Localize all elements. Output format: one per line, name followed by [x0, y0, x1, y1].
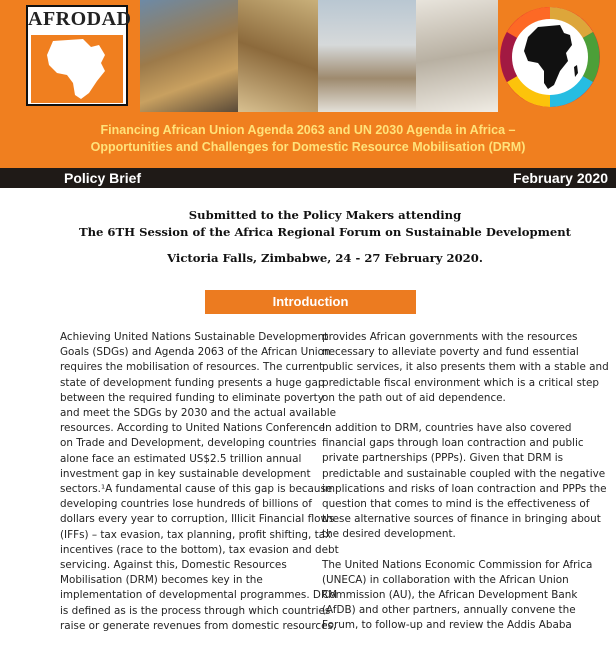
text-line: Commission (AU), the African Development Bank [322, 589, 578, 602]
text-line: on the path out of aid dependence. [322, 391, 506, 404]
header-banner [0, 0, 616, 168]
text-line: alone face an estimated US$2.5 trillion annual [60, 452, 302, 465]
doc-date: February 2020 [513, 170, 608, 186]
text-line: financial gaps through loan contraction and public [322, 437, 584, 450]
banner-title-line2: Opportunities and Challenges for Domestic Resource Mobilisation (DRM) [90, 140, 526, 154]
text-line: (UNECA) in collaboration with the African Union [322, 573, 569, 586]
text-line: public services, it also presents them with a stable and [322, 361, 609, 374]
right-column [322, 330, 609, 649]
text-line: servicing. Against this, Domestic Resources [60, 559, 287, 572]
sdg-wheel-icon [498, 5, 602, 109]
text-line: requires the mobilisation of resources. The current [60, 361, 324, 374]
photo-calculator [416, 0, 498, 112]
text-line: necessary to alleviate poverty and fund essential [322, 346, 579, 359]
banner-title-line1: Financing African Union Agenda 2063 and UN 2030 Agenda in Africa – [100, 123, 516, 137]
logo-text: AFRODAD [28, 8, 132, 30]
doc-type-label: Policy Brief [64, 170, 142, 186]
photo-coins [238, 0, 318, 112]
text-line: and meet the SDGs by 2030 and the actual available [60, 407, 337, 420]
banner-title [60, 122, 556, 156]
text-line: implications and risks of loan contraction and PPPs the [322, 482, 607, 495]
text-line: Forum, to follow-up and review the Addis Ababa [322, 619, 572, 632]
text-line: predictable fiscal environment which is a critical step [322, 376, 599, 389]
text-line: (AfDB) and other partners, annually convene the [322, 604, 576, 617]
text-line: In addition to DRM, countries have also covered [322, 422, 572, 435]
text-line: dollars every year to corruption, Illicit Financial flows [60, 513, 335, 526]
text-line: question that comes to mind is the effectiveness of [322, 498, 590, 511]
text-line: Goals (SDGs) and Agenda 2063 of the African Union [60, 346, 331, 359]
text-line: Mobilisation (DRM) becomes key in the [60, 574, 263, 587]
submitted-heading [40, 207, 610, 241]
text-line: (IFFs) – tax evasion, tax planning, profit shifting, tax [60, 528, 332, 541]
text-line: Achieving United Nations Sustainable Development [60, 331, 329, 343]
text-line: these alternative sources of finance in bringing about [322, 513, 601, 526]
left-column [60, 330, 339, 634]
paragraph [322, 558, 593, 634]
photo-stock-chart [318, 0, 416, 112]
text-line: implementation of developmental programmes. DRM [60, 589, 338, 602]
africa-map-icon [31, 35, 123, 103]
photo-globe [140, 0, 238, 112]
submitted-line1: Submitted to the Policy Makers attending [188, 208, 462, 222]
paragraph [322, 421, 607, 543]
text-line: investment gap in key sustainable development [60, 467, 311, 480]
event-location: Victoria Falls, Zimbabwe, 24 - 27 February 2020. [167, 251, 483, 265]
policy-brief-bar [0, 168, 616, 188]
text-line: state of development funding presents a huge gap [60, 376, 325, 389]
afrodad-logo [26, 5, 132, 106]
text-line: provides African governments with the resources [322, 331, 578, 343]
text-line: sectors.¹A fundamental cause of this gap is because [60, 483, 333, 496]
text-line: The United Nations Economic Commission for Africa [322, 558, 593, 571]
text-line: the desired development. [322, 528, 456, 541]
text-line: is defined as is the process through which countries [60, 604, 331, 617]
text-line: on Trade and Development, developing countries [60, 437, 317, 450]
text-line: incentives (race to the bottom), tax evasion and debt [60, 543, 339, 556]
section-title-introduction: Introduction [205, 290, 416, 314]
text-line: developing countries lose hundreds of billions of [60, 498, 312, 511]
text-line: private partnerships (PPPs). Given that DRM is [322, 452, 564, 465]
submitted-line2: The 6TH Session of the Africa Regional Forum on Sustainable Development [78, 225, 572, 239]
text-line: raise or generate revenues from domestic resources, [60, 619, 337, 632]
text-line: between the required funding to eliminate poverty [60, 391, 324, 404]
text-line: predictable and sustainable coupled with the negative [322, 467, 606, 480]
paragraph [322, 330, 609, 406]
text-line: resources. According to United Nations Conference [60, 422, 326, 435]
